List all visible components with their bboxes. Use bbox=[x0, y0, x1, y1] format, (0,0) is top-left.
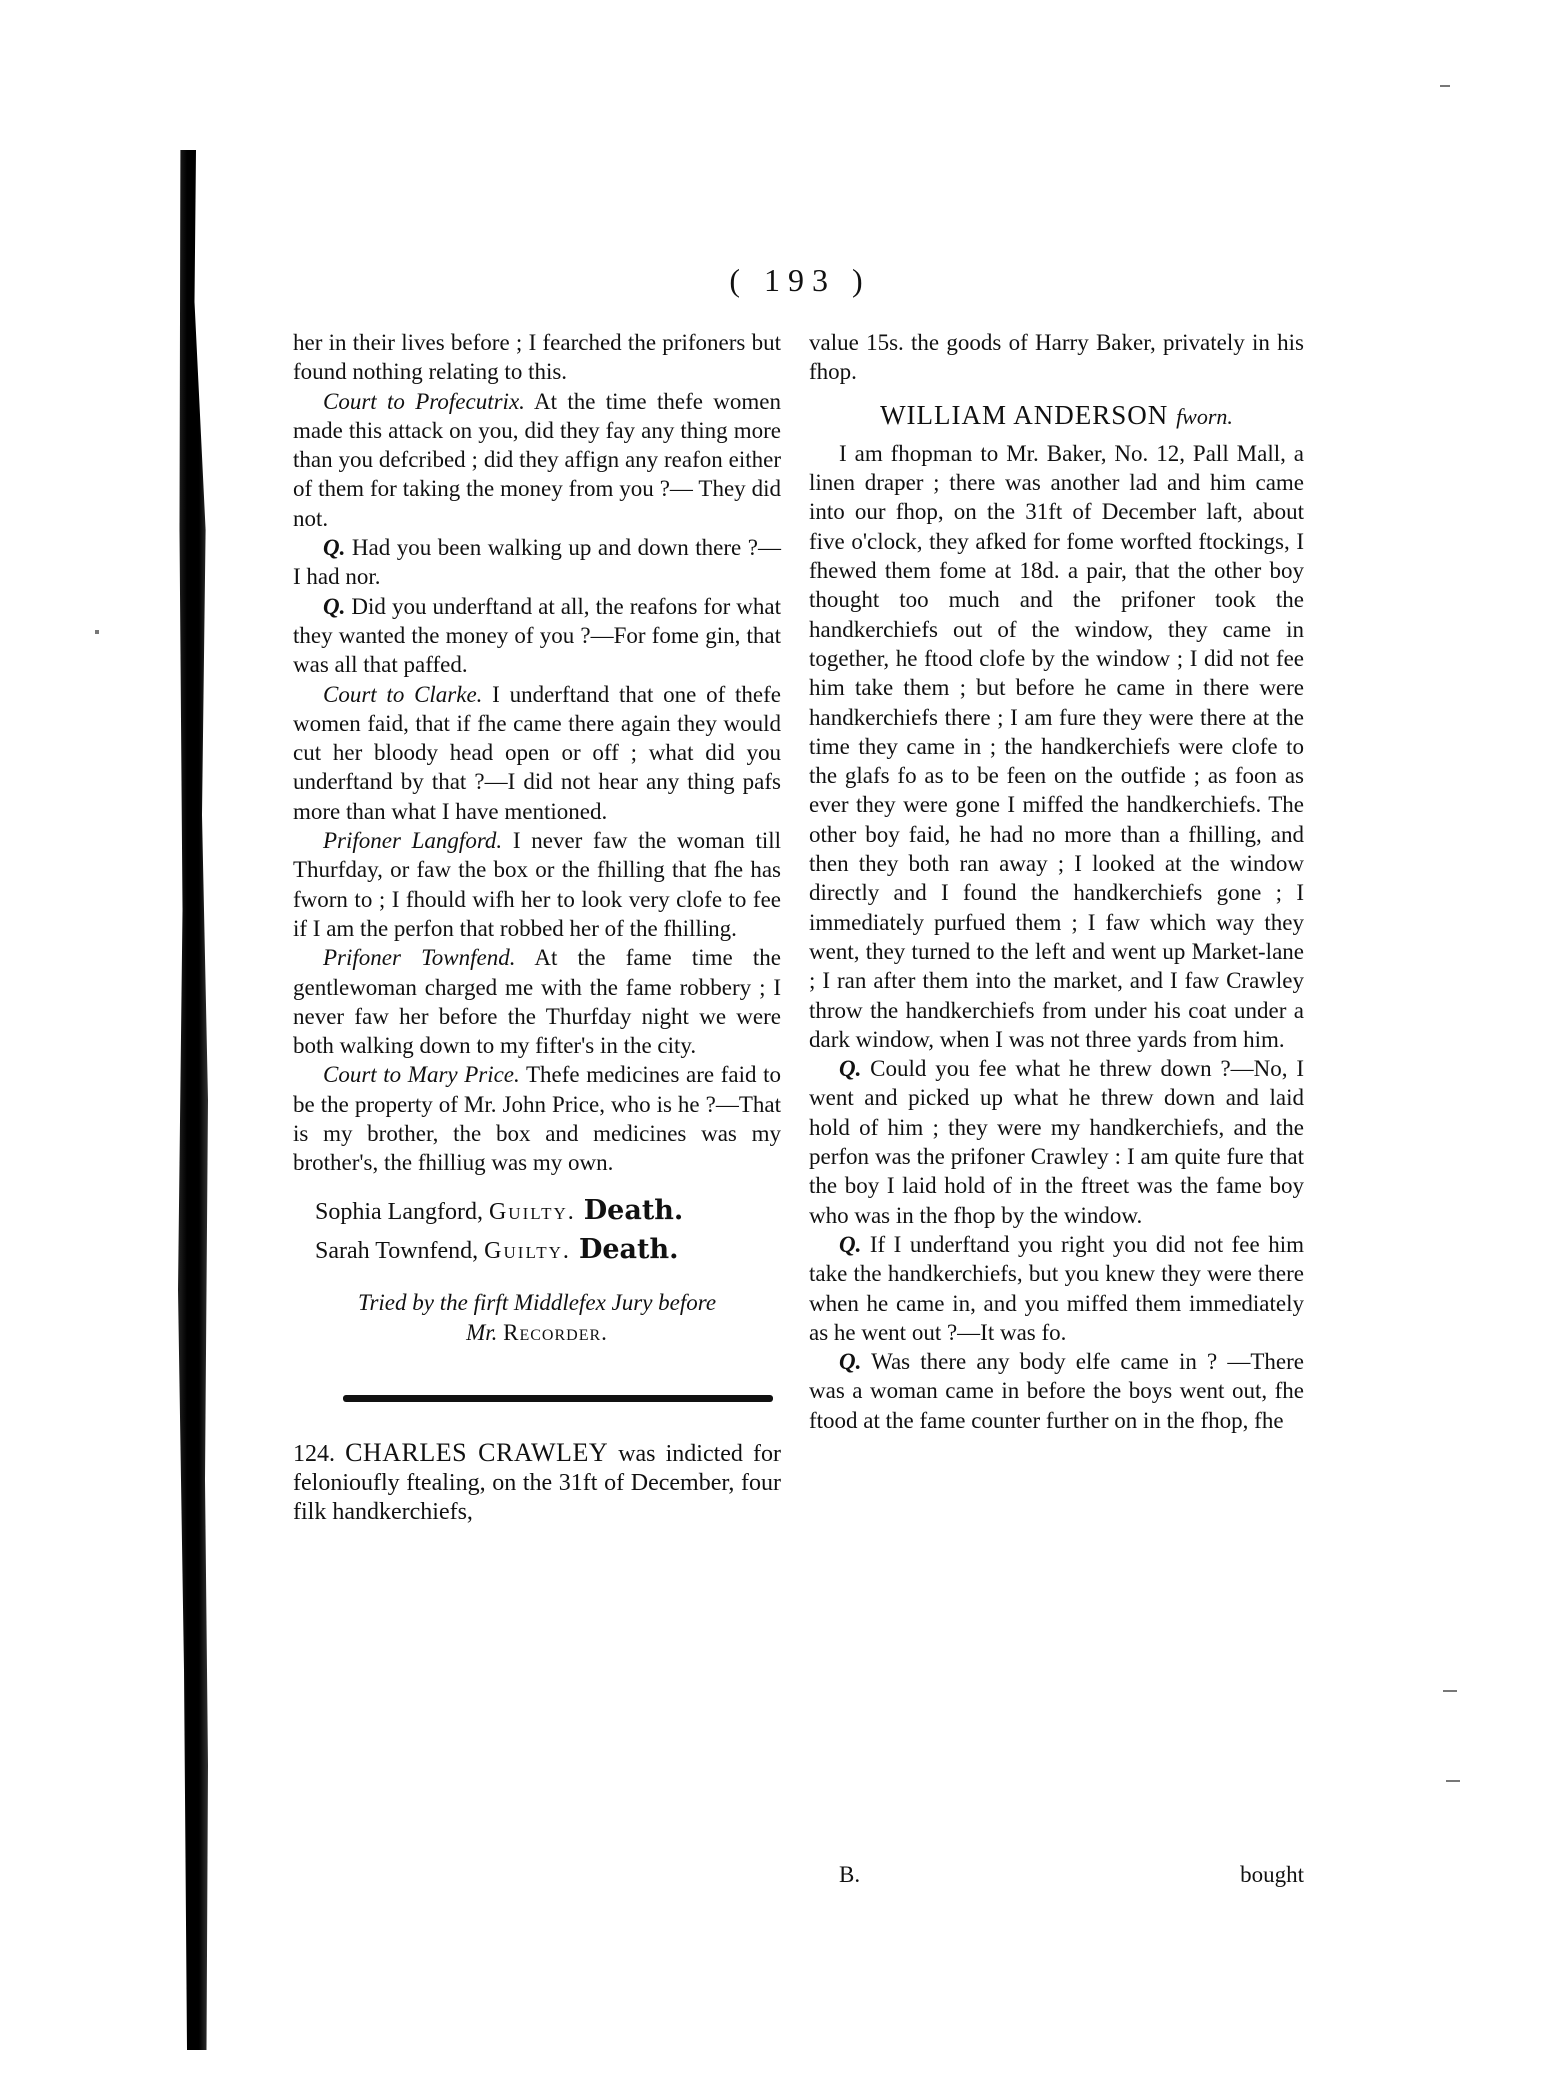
section-divider bbox=[343, 1395, 773, 1402]
verdict-line bbox=[315, 1196, 781, 1227]
question-marker: Q. bbox=[839, 1056, 862, 1082]
scan-speck bbox=[1443, 1690, 1457, 1692]
scan-speck bbox=[1440, 85, 1450, 87]
paragraph bbox=[293, 387, 781, 533]
paragraph bbox=[809, 1054, 1304, 1230]
defendant-name: CHARLES CRAWLEY bbox=[345, 1437, 609, 1467]
testimony-text: I never faw the woman till Thurfday, or faw the box or the fhilling that fhe has fworn to ; I fhould wifh her to look very clofe to fee if I am the perfon that robbed her of the fhilling. bbox=[293, 828, 782, 941]
paragraph bbox=[293, 1060, 781, 1177]
witness-heading bbox=[809, 401, 1304, 431]
sentence: Death. bbox=[583, 1194, 684, 1226]
testimony-text: Had you been walking up and down there ?—I had nor. bbox=[293, 535, 781, 590]
right-column bbox=[809, 328, 1304, 1435]
testimony-text: If I underftand you right you did not fee him take the handkerchiefs, but you knew they were there when he came in, and you miffed them immediately as he went out ?—It was fo. bbox=[809, 1231, 1304, 1345]
trial-note bbox=[293, 1288, 781, 1347]
testimony-text: Could you fee what he threw down ?—No, I went and picked up what he threw down and laid hold of him ; they were my handkerchiefs, and the perfon was the prifoner Crawley : I am quite fure that the boy I laid hold of in the ftreet was the fame boy who was in the fhop by the window. bbox=[809, 1056, 1304, 1228]
scan-speck bbox=[1446, 1780, 1460, 1782]
testimony-text: Thefe medicines are faid to be the property of Mr. John Price, who is he ?—That is my brother, the box and medicines was my brother's, the fhilliug was my own. bbox=[293, 1062, 781, 1176]
signature-mark: B. bbox=[839, 1862, 861, 1887]
question-marker: Q. bbox=[839, 1349, 862, 1375]
page-number: ( 193 ) bbox=[729, 262, 871, 298]
witness-sworn: fworn. bbox=[1176, 403, 1233, 429]
paragraph: I am fhopman to Mr. Baker, No. 12, Pall Mall, a linen draper ; there was another lad and him came into our fhop, on the 31ft of December laft, about five o'clock, they afked for fome worfted ftockings, I fhewed them fome at 18d. a pair, that the other boy thought too much and the prifoner took the handkerchiefs out of the window, they came in together, he ftood clofe by the window ; I did not fee him take them ; but before he came in there were handkerchiefs there ; I am fure they were there at the time they came in ; the handkerchiefs were clofe to the glafs fo as to be feen on the outfide ; as foon as ever they were gone I miffed the handkerchiefs. The other boy faid, he had no more than a fhilling, and then they both ran away ; I looked at the window directly and I found the handkerchiefs gone ; I immediately purfued them ; I faw which way they went, they turned to the left and went up Market-lane ; I ran after them into the market, and I faw Crawley throw the handkerchiefs from under his coat under a dark window, when I was not three yards from him. bbox=[809, 440, 1304, 1052]
trial-note-recorder: Recorder. bbox=[503, 1319, 608, 1345]
case-number: 124. bbox=[293, 1440, 335, 1467]
testimony-text: Did you underftand at all, the reafons for what they wanted the money of you ?—For fome gin, that was all that paffed. bbox=[293, 593, 781, 678]
paragraph: her in their lives before ; I fearched the prifoners but found nothing relating to this. bbox=[293, 330, 781, 385]
speaker-label: Court to Mary Price. bbox=[323, 1062, 520, 1088]
paragraph bbox=[809, 1230, 1304, 1347]
indictment-text: was indicted for felonioufly ftealing, on the 31ft of December, four filk handkerchiefs, bbox=[293, 1440, 781, 1526]
question-marker: Q. bbox=[323, 593, 346, 619]
sentence: Death. bbox=[578, 1233, 679, 1265]
scan-speck bbox=[95, 630, 99, 634]
trial-note-line: Tried by the firft Middlefex Jury before bbox=[357, 1290, 717, 1316]
testimony-text: Was there any body elfe came in ? —There was a woman came in before the boys went out, fhe ftood at the fame counter further on in the fhop, fhe bbox=[809, 1349, 1304, 1433]
page-footer bbox=[809, 1862, 1304, 1888]
testimony-text: At the time thefe women made this attack on you, did they fay any thing more than you defcribed ; did they affign any reafon either of them for taking the money from you ?— They did not. bbox=[293, 388, 781, 531]
testimony-text: I underftand that one of thefe women faid, that if fhe came there again they would cut her bloody head open or off ; what did you underftand by that ?—I did not hear any thing pafs more than what I have mentioned. bbox=[293, 681, 782, 824]
catchword: bought bbox=[1240, 1862, 1304, 1887]
paragraph bbox=[293, 680, 781, 826]
speaker-label: Court to Clarke. bbox=[323, 681, 483, 707]
paragraph bbox=[293, 943, 781, 1060]
witness-name: WILLIAM ANDERSON bbox=[880, 399, 1169, 430]
speaker-label: Prifoner Langford. bbox=[323, 828, 503, 854]
verdict: Guilty. bbox=[488, 1198, 576, 1225]
paragraph bbox=[293, 826, 781, 943]
paragraph bbox=[809, 1347, 1304, 1435]
verdict-line bbox=[315, 1235, 781, 1266]
paragraph bbox=[293, 592, 781, 680]
testimony-text: At the fame time the gentlewoman charged me with the fame robbery ; I never faw her before the Thurfday night we were both walking down to my fifter's in the city. bbox=[293, 945, 781, 1059]
question-marker: Q. bbox=[839, 1231, 862, 1257]
left-column bbox=[293, 328, 781, 1528]
trial-note-mr: Mr. bbox=[466, 1319, 498, 1345]
speaker-label: Court to Profecutrix. bbox=[323, 388, 525, 414]
paragraph bbox=[293, 533, 781, 592]
question-marker: Q. bbox=[323, 535, 346, 561]
indictment-paragraph bbox=[293, 1438, 781, 1528]
defendant-name: Sophia Langford, bbox=[315, 1198, 483, 1225]
speaker-label: Prifoner Townfend. bbox=[323, 945, 516, 971]
paragraph: value 15s. the goods of Harry Baker, privately in his fhop. bbox=[809, 330, 1304, 385]
defendant-name: Sarah Townfend, bbox=[315, 1237, 479, 1264]
verdict: Guilty. bbox=[484, 1237, 571, 1264]
scan-edge-shadow bbox=[178, 150, 208, 2050]
